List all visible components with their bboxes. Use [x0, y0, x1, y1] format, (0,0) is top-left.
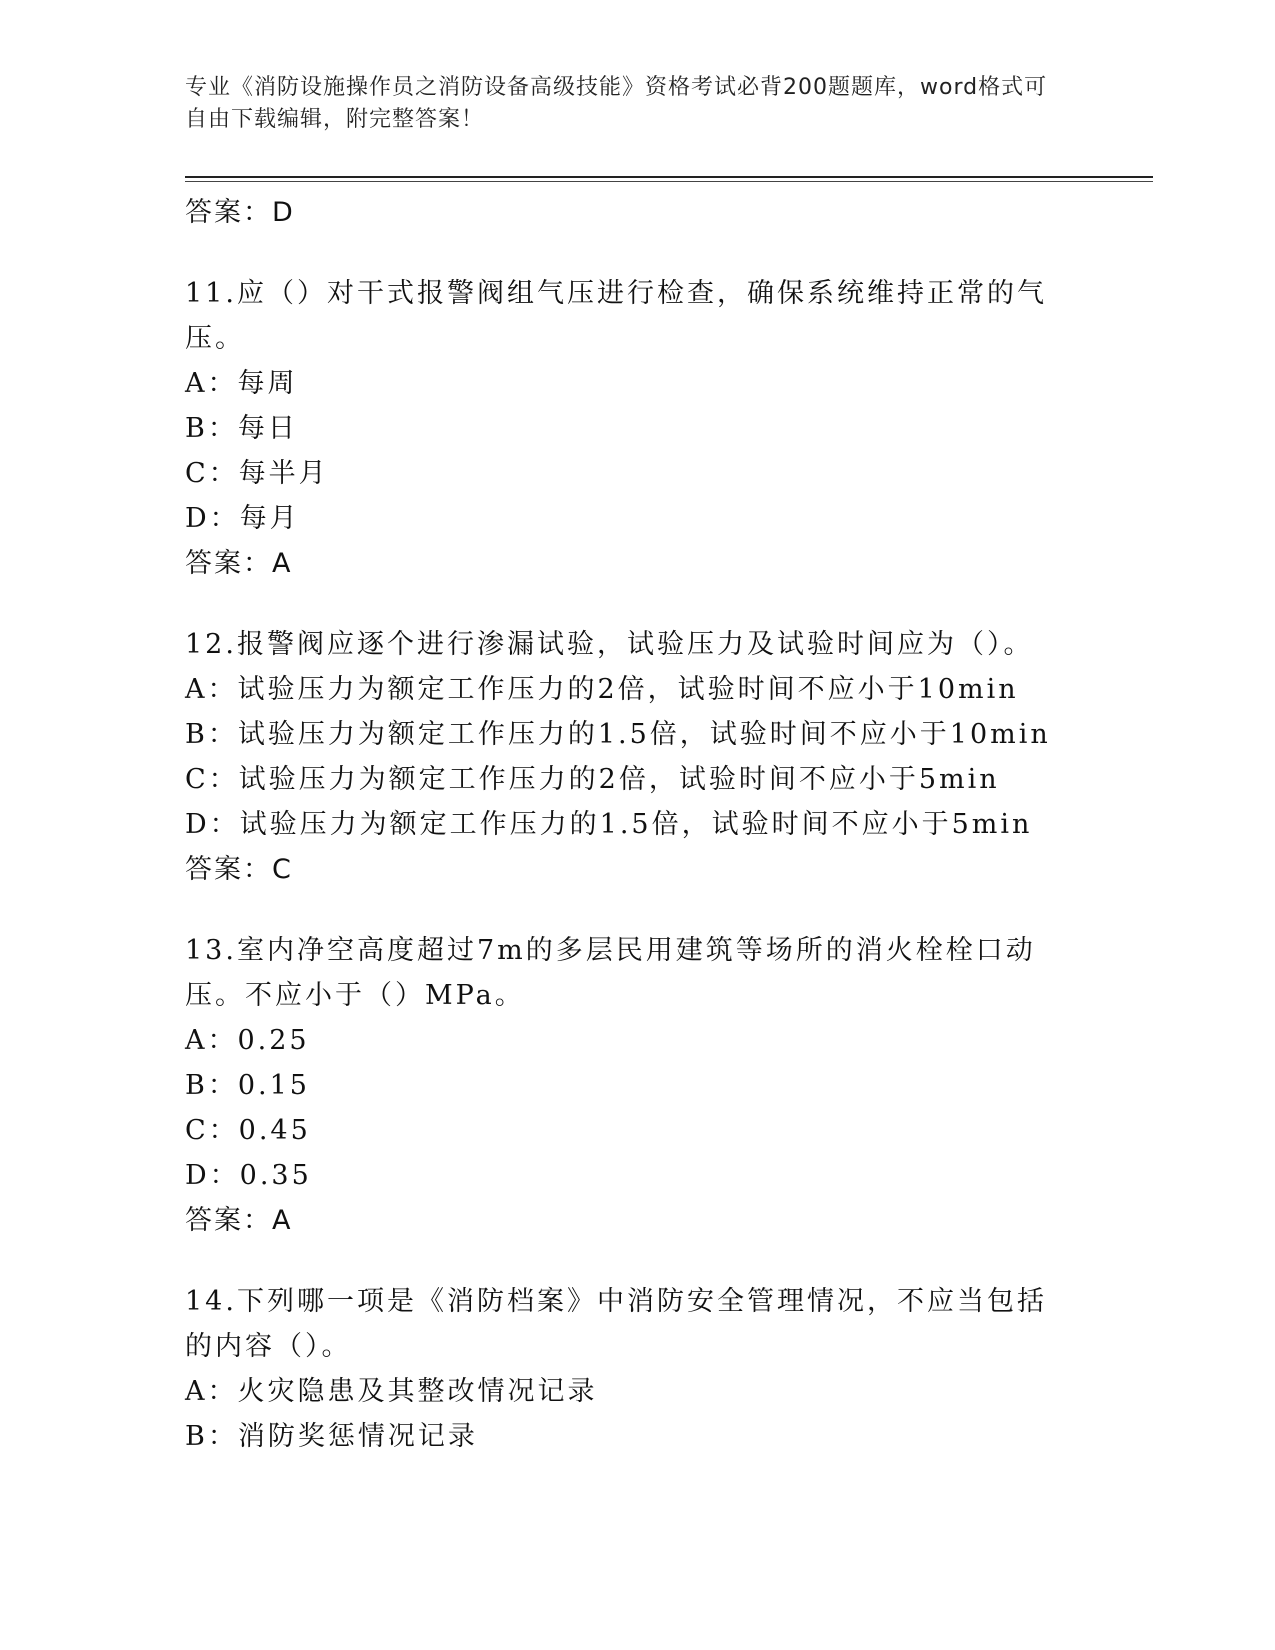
question-stem: 14.下列哪一项是《消防档案》中消防安全管理情况，不应当包括的内容（）。	[185, 1286, 1047, 1362]
option-c: C：试验压力为额定工作压力的2倍，试验时间不应小于5min	[185, 764, 1000, 795]
answer: 答案：A	[185, 548, 293, 579]
option-d: D：每月	[185, 503, 300, 534]
option-c: C：每半月	[185, 458, 329, 489]
answer: 答案：C	[185, 854, 293, 885]
option-b: B：消防奖惩情况记录	[185, 1421, 478, 1452]
option-b: B：0.15	[185, 1070, 310, 1101]
option-d: D：试验压力为额定工作压力的1.5倍，试验时间不应小于5min	[185, 809, 1033, 840]
option-a: A：试验压力为额定工作压力的2倍，试验时间不应小于10min	[185, 674, 1019, 705]
option-a: A：火灾隐患及其整改情况记录	[185, 1376, 598, 1407]
option-c: C：0.45	[185, 1115, 311, 1146]
header-rule-thick	[185, 176, 1153, 178]
option-a: A：每周	[185, 368, 298, 399]
question-14	[185, 1279, 1085, 1459]
option-b: B：每日	[185, 413, 298, 444]
question-stem: 13.室内净空高度超过7m的多层民用建筑等场所的消火栓栓口动压。不应小于（）MPa。	[185, 935, 1036, 1011]
option-a: A：0.25	[185, 1025, 310, 1056]
previous-answer: 答案：D	[185, 197, 295, 228]
question-12	[185, 622, 1085, 893]
question-stem: 11.应（）对干式报警阀组气压进行检查，确保系统维持正常的气压。	[185, 278, 1047, 354]
question-11	[185, 271, 1085, 587]
question-list	[185, 190, 1085, 1459]
page-header: 专业《消防设施操作员之消防设备高级技能》资格考试必背200题题库，word格式可自由下载编辑，附完整答案！	[185, 75, 1048, 132]
header-rule-thin	[185, 181, 1153, 182]
answer: 答案：A	[185, 1205, 293, 1236]
option-d: D：0.35	[185, 1160, 312, 1191]
question-stem: 12.报警阀应逐个进行渗漏试验，试验压力及试验时间应为（）。	[185, 629, 1034, 660]
option-b: B：试验压力为额定工作压力的1.5倍，试验时间不应小于10min	[185, 719, 1051, 750]
question-13	[185, 928, 1085, 1244]
